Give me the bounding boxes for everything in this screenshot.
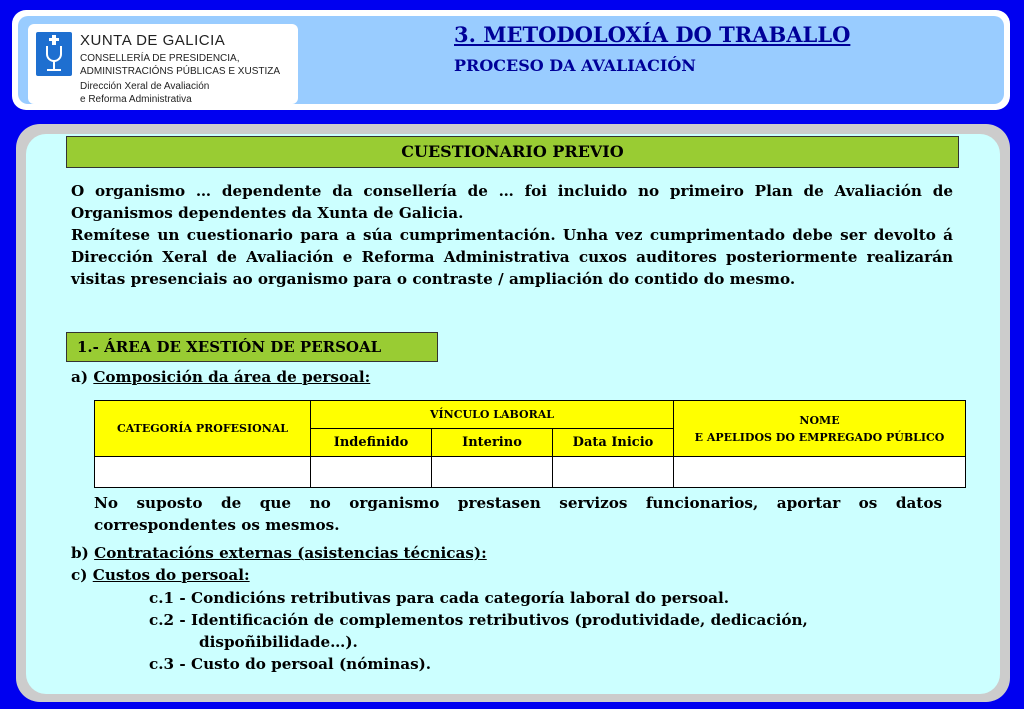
logo-line-4: e Reforma Administrativa [80,94,192,105]
item-c2-line2: dispoñibilidade…). [199,633,358,651]
sub-data-inicio-header: Data Inicio [553,429,674,457]
item-c3: c.3 - Custo do persoal (nóminas). [149,655,432,673]
col-vinculo-header: VÍNCULO LABORAL [311,401,674,429]
col-nome-header [674,401,966,457]
item-c-prefix: c) [71,566,88,584]
item-c [71,566,250,584]
logo-line-3: Dirección Xeral de Avaliación [80,81,210,92]
cell-indefinido[interactable] [311,457,432,488]
item-c2-line1: c.2 - Identificación de complementos retributivos (produtividade, dedicación, [149,611,808,629]
funcionarios-note: No suposto de que no organismo prestasen servizos funcionarios, aportar os datos correspondentes os mesmos. [94,494,942,534]
page-subtitle: PROCESO DA AVALIACIÓN [454,56,696,75]
galicia-shield-icon [36,32,72,76]
logo-line-2: ADMINISTRACIÓNS PÚBLICAS E XUSTIZA [80,66,281,77]
instructions-paragraph: Remítese un cuestionario para a súa cumprimentación. Unha vez cumprimentado debe ser devolto á Dirección Xeral de Avaliación e Reforma Administrativa cuxos auditores posteriormente realizarán visitas presenciais ao organismo para o contraste / ampliación do contido do mesmo. [71,226,953,288]
item-c1: c.1 - Condicións retributivas para cada categoría laboral do persoal. [149,589,730,607]
item-a-prefix: a) [71,368,89,386]
cell-interino[interactable] [432,457,553,488]
section-title-bar: CUESTIONARIO PREVIO [66,136,959,168]
item-a-label: Composición da área de persoal: [93,368,371,386]
col-categoria-header: CATEGORÍA PROFESIONAL [95,401,311,457]
cell-data-inicio[interactable] [553,457,674,488]
item-c-label: Custos do persoal: [92,566,250,584]
table-row [95,457,966,488]
page-title: 3. METODOLOXÍA DO TRABALLO [454,22,851,47]
sub-interino-header: Interino [432,429,553,457]
intro-paragraph: O organismo … dependente da consellería de … foi incluido no primeiro Plan de Avaliación de Organismos dependentes da Xunta de Galicia. [71,182,953,222]
personnel-table [94,400,966,488]
sub-indefinido-header: Indefinido [311,429,432,457]
cell-nome[interactable] [674,457,966,488]
item-b [71,544,487,562]
item-a [71,368,370,386]
col-nome-line1: NOME [799,413,840,427]
logo-title: XUNTA DE GALICIA [80,32,226,49]
area-title-bar: 1.- ÁREA DE XESTIÓN DE PERSOAL [66,332,438,362]
col-nome-line2: E APELIDOS DO EMPREGADO PÚBLICO [694,430,945,444]
xunta-logo [28,24,298,104]
cell-categoria[interactable] [95,457,311,488]
logo-line-1: CONSELLERÍA DE PRESIDENCIA, [80,53,240,64]
item-b-prefix: b) [71,544,89,562]
item-b-label: Contratacións externas (asistencias técnicas): [94,544,487,562]
